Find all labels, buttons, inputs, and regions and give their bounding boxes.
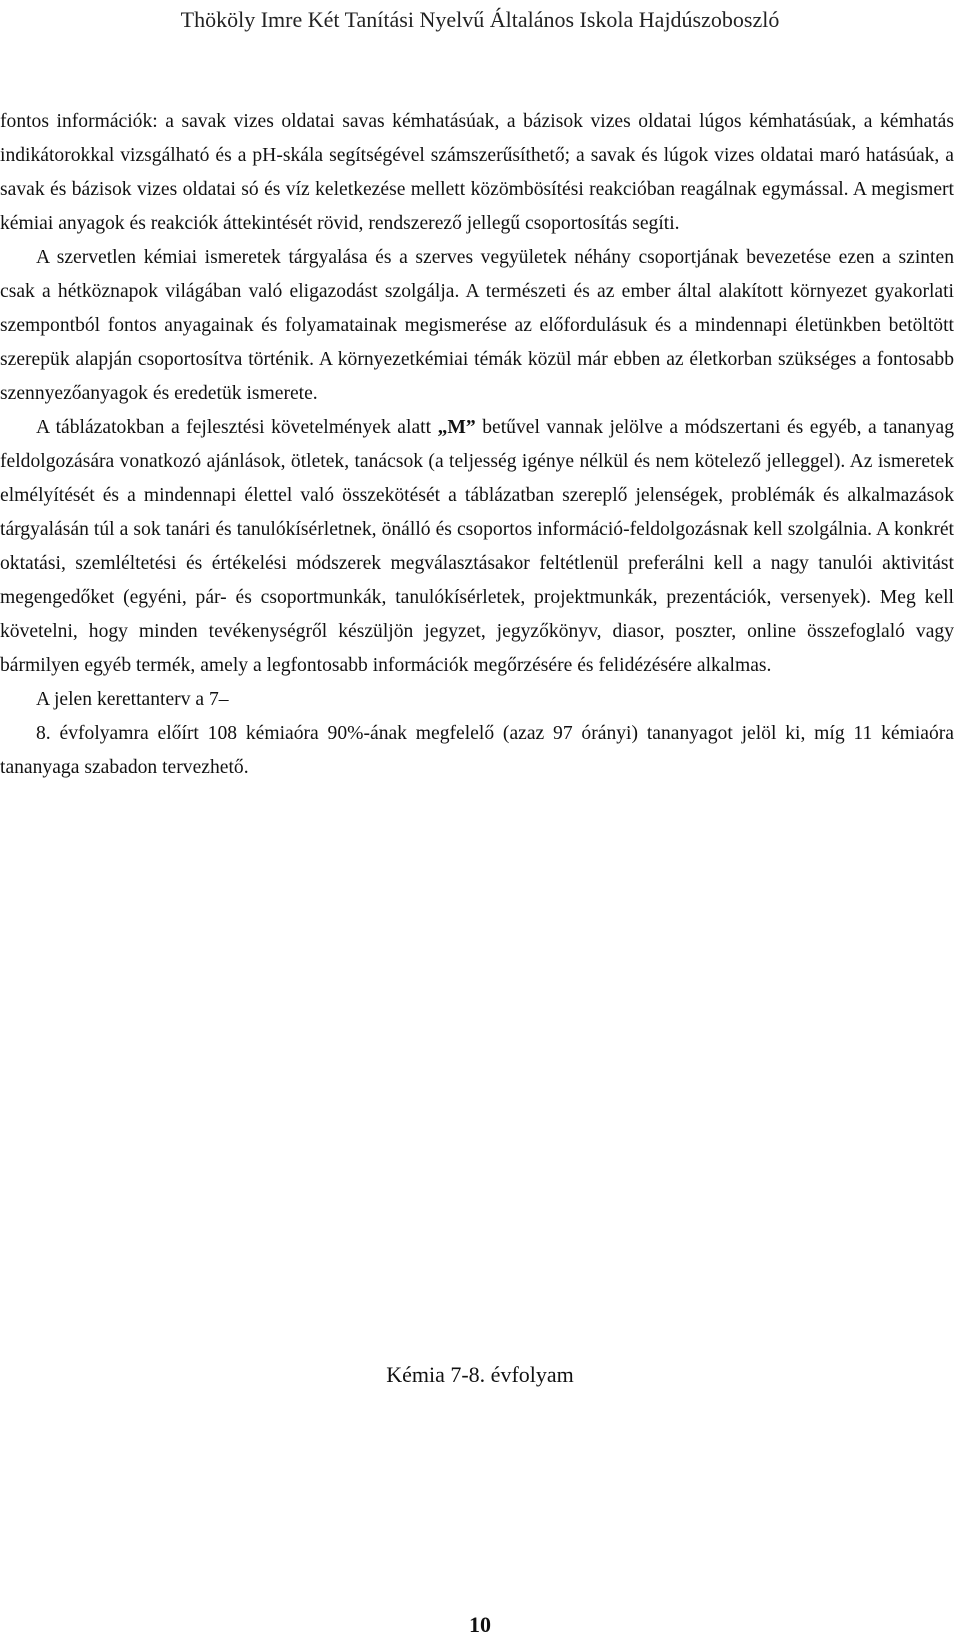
page-number bbox=[0, 1609, 960, 1641]
paragraph-acids-bases: fontos információk: a savak vizes oldatai savas kémhatásúak, a bázisok vizes oldatai lúgos kémhatásúak, a kémhatás indikátorokkal vizsgálható és a pH-skála segítségével számszerűsíthető; a savak és lúgok vizes oldatai maró hatásúak, a savak és bázisok vizes oldatai só és víz keletkezése mellett közömbösítési reakcióban reagálnak egymással. A megismert kémiai anyagok és reakciók áttekintését rövid, rendszerező jellegű csoportosítás segíti. bbox=[0, 111, 954, 234]
footer-title bbox=[0, 1359, 960, 1391]
methodology-text-rest: betűvel vannak jelölve a módszertani és egyéb, a tananyag feldolgozására vonatkozó ajánlások, ötletek, tanácsok (a teljesség igénye nélkül és nem kötelező jelleggel). Az ismeretek elmélyítését és a mindennapi élettel való összekötését a táblázatban szereplő jelenségek, problémák és alkalmazások tárgyalásán túl a sok tanári és tanulókísérletnek, önálló és csoportos információ-feldolgozásnak kell szolgálnia. A konkrét oktatási, szemléltetési és értékelési módszerek megválasztásakor feltétlenül preferálni kell a nagy tanulói aktivitást megengedőket (egyéni, pár- és csoportmunkák, tanulókísérletek, projektmunkák, prezentációk, versenyek). Meg kell követelni, hogy minden tevékenységről készüljön jegyzet, jegyzőkönyv, diasor, poszter, online összefoglaló vagy bármilyen egyéb termék, amely a legfontosabb információk megőrzésére és felidézésére alkalmas. bbox=[0, 417, 954, 676]
page-header bbox=[0, 4, 960, 36]
methodology-text-start: A táblázatokban a fejlesztési követelmények alatt bbox=[36, 417, 438, 438]
paragraph-curriculum-intro: A jelen kerettanterv a 7– bbox=[36, 689, 229, 710]
paragraph-methodology bbox=[0, 411, 954, 683]
m-marker: „M” bbox=[437, 417, 476, 438]
document-body bbox=[0, 105, 954, 785]
school-name: Thököly Imre Két Tanítási Nyelvű Általános Iskola Hajdúszoboszló bbox=[180, 7, 780, 32]
paragraph-curriculum-hours: 8. évfolyamra előírt 108 kémiaóra 90%-ának megfelelő (azaz 97 órányi) tananyagot jelöl ki, míg 11 kémiaóra tananyaga szabadon tervezhető. bbox=[0, 723, 954, 778]
page-number-value: 10 bbox=[469, 1612, 491, 1637]
paragraph-inorganic-knowledge: A szervetlen kémiai ismeretek tárgyalása és a szerves vegyületek néhány csoportjának bevezetése ezen a szinten csak a hétköznapok világában való eligazodást szolgálja. A természeti és az ember által alakított környezet gyakorlati szempontból fontos anyagainak és folyamatainak megismerése az előfordulásuk és a mindennapi életünkben betöltött szerepük alapján csoportosítva történik. A környezetkémiai témák közül már ebben az életkorban szükséges a fontosabb szennyezőanyagok és eredetük ismerete. bbox=[0, 247, 954, 404]
footer-subject: Kémia 7-8. évfolyam bbox=[386, 1362, 574, 1387]
